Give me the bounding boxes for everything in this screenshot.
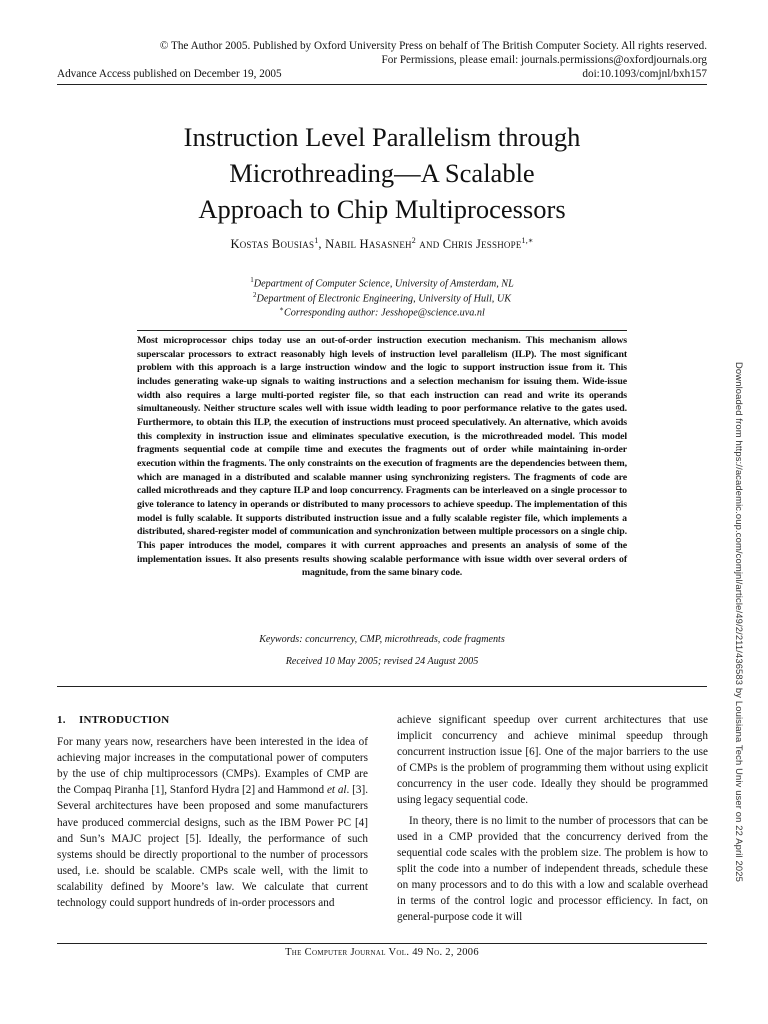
received-dates: Received 10 May 2005; revised 24 August 2005 (285, 656, 479, 667)
journal-footer: The Computer Journal Vol. 49 No. 2, 2006 (285, 947, 479, 958)
section-number: 1. (57, 714, 66, 726)
advance-access-date: Advance Access published on December 19, 2005 (57, 68, 282, 80)
permissions-notice: For Permissions, please email: journals.permissions@oxfordjournals.org (381, 54, 707, 66)
download-notice: Downloaded from https://academic.oup.com/comjnl/article/49/2/211/436583 by Louisiana Tech Univ user on 22 April 2025 (734, 362, 745, 882)
affiliation-text: Department of Computer Science, University of Amsterdam, NL (253, 278, 514, 290)
footer-rule (57, 943, 707, 944)
affiliation-text: Department of Electronic Engineering, University of Hull, UK (256, 293, 512, 305)
author-list (57, 236, 707, 252)
abstract-rule (137, 330, 627, 331)
author-separator: and (415, 237, 443, 252)
affiliation-mark: ∗ (279, 305, 284, 313)
affiliation-mark: 1 (250, 276, 254, 284)
title-line-1: Instruction Level Parallelism through (183, 121, 581, 152)
paragraph-text: . [3]. Several architectures have been proposed and some manufacturers have produced commercial designs, such as the IBM Power PC [4] and Sun’s MAJC project [5]. Ideally, the performance of such systems should be directly proportional to the number of processors used, i.e. should be scalable. CMPs scale well, with the limit to scalability defined by Moore’s law. We calculate that current technology could support hundreds of in-order processors and (57, 784, 369, 910)
abstract: Most microprocessor chips today use an out-of-order instruction execution mechanism. This mechanism allows superscalar processors to extract reasonably high levels of instruction level parallelism (ILP). The most significant problem with this approach is a large instruction window and the logic to support instruction issue from it. This includes generating wake-up signals to waiting instructions and a selection mechanism for issuing them. Wide-issue width also requires a large multi-ported register file, so that each instruction can read and write its operands simultaneously. Neither structure scales well with issue width leading to poor performance relative to the gates used. Furthermore, to obtain this ILP, the execution of instructions must proceed speculatively. An alternative, which avoids this complexity in instruction issue and eliminates speculative execution, is the microthreaded model. This model fragments sequential code at compile time and executes the fragments out of order while maintaining in-order execution within the fragments. The only constraints on the execution of fragments are the dependencies between them, which are managed in a distributed and scalable manner using synchronizing registers. The fragments of code are called microthreads and they capture ILP and loop concurrency. Fragments can be interleaved on a single processor to give tolerance to latency in operands or distributed to many processors to achieve speedup. The implementation of this model is fully scalable. It supports distributed instruction issue and a fully scalable register file, which implements a distributed, shared-register model of communication and synchronization between multiple processors on a single chip. This paper introduces the model, compares it with current approaches and presents an analysis of some of the implementation issues. It also presents results showing scalable performance with issue width over several orders of magnitude, from the same binary code. (137, 335, 627, 579)
copyright-notice: © The Author 2005. Published by Oxford University Press on behalf of The British Computer Society. All rights reserved. (159, 40, 707, 52)
affiliation-mark: 2 (252, 291, 257, 299)
et-al: et al (326, 784, 347, 797)
section-title: INTRODUCTION (79, 714, 170, 726)
author-affiliation-mark: 1,∗ (521, 236, 534, 245)
doi-link[interactable]: doi:10.1093/comjnl/bxh157 (582, 68, 707, 80)
section-rule (57, 686, 707, 687)
author-affiliation-mark: 1 (314, 236, 319, 245)
author-name: Kostas Bousias (230, 237, 315, 252)
paragraph: achieve significant speedup over current architectures that use implicit concurrency and achieve minimal speedup through concurrent instruction issue [6]. One of the major barriers to the use of CMPs is the problem of programming them without using explicit concurrency in the user code. Ideally they should be programmed using legacy sequential code. (397, 714, 708, 807)
author-name: Nabil Hasasneh (325, 237, 412, 252)
paper-title (57, 119, 707, 227)
body-column-left (57, 712, 368, 911)
section-heading (57, 712, 368, 728)
title-line-3: Approach to Chip Multiprocessors (198, 193, 566, 224)
author-name: Chris Jesshope (442, 237, 522, 252)
paragraph: In theory, there is no limit to the number of processors that can be used in a CMP provided that the concurrency derived from the sequential code scales with the problem size. The problem is how to split the code into a number of independent threads, schedule these on many processors and to do this with a low and scalable overhead in terms of the control logic and processor efficiency. In fact, on general-purpose code it will (397, 814, 708, 924)
paragraph (57, 734, 368, 911)
paragraph-text: For many years now, researchers have been interested in the idea of achieving major increases in the computational power of computers by the use of chip multiprocessors (CMPs). Examples of CMP are the Compaq Piranha [1], Stanford Hydra [2] and Hammond (57, 736, 368, 797)
keywords: Keywords: concurrency, CMP, microthreads, code fragments (259, 634, 505, 645)
author-affiliation-mark: 2 (411, 236, 416, 245)
title-line-2: Microthreading—A Scalable (229, 157, 535, 188)
affiliation-text: Corresponding author: Jesshope@science.uva.nl (283, 307, 485, 319)
author-separator: , (318, 237, 326, 252)
corresponding-author (57, 302, 707, 320)
body-column-right (397, 712, 708, 925)
header-rule (57, 84, 707, 85)
